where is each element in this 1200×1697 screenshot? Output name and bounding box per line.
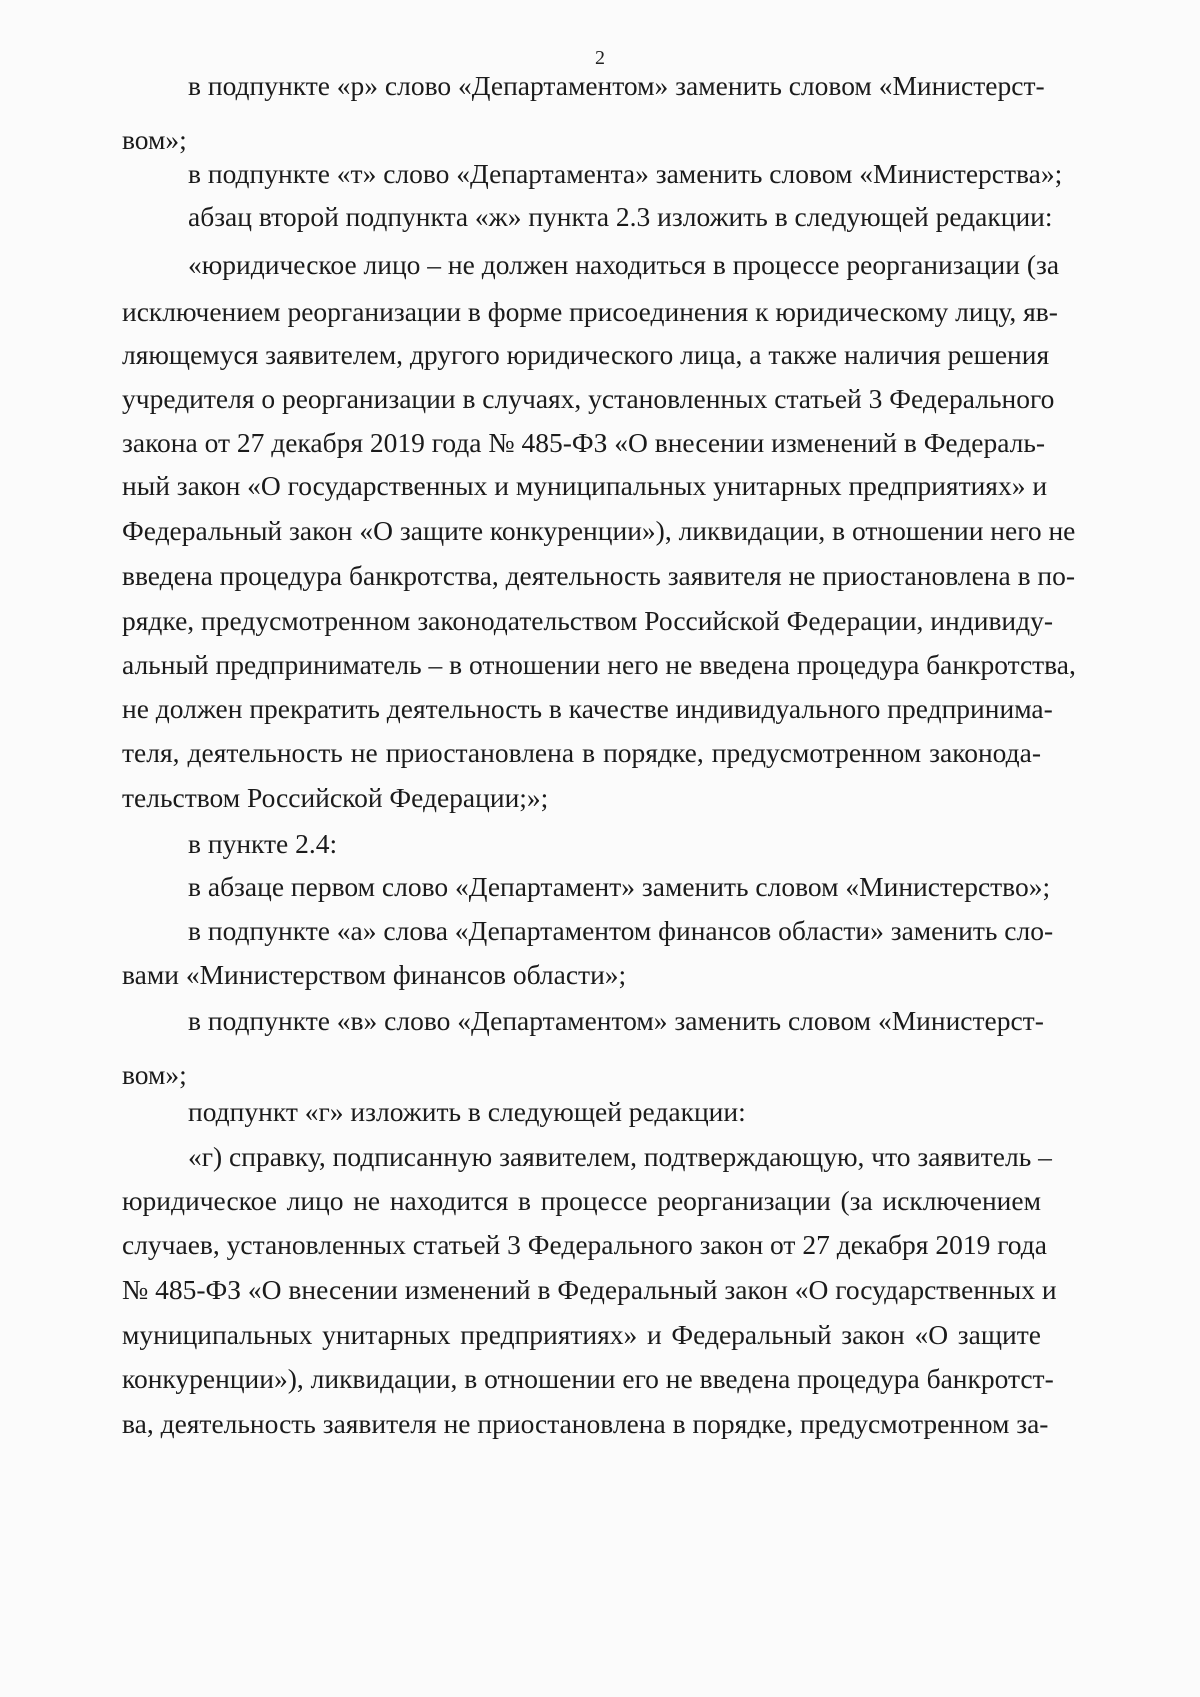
text-line: юридическое лицо не находится в процессе реорганизации (за исключением	[122, 1185, 1041, 1216]
text-line: абзац второй подпункта «ж» пункта 2.3 изложить в следующей редакции:	[188, 201, 1053, 232]
text-line: подпункт «г» изложить в следующей редакции:	[188, 1096, 746, 1127]
text-line: муниципальных унитарных предприятиях» и Федеральный закон «О защите	[122, 1319, 1041, 1350]
text-line: Федеральный закон «О защите конкуренции»), ликвидации, в отношении него не	[122, 515, 1076, 546]
text-line: в пункте 2.4:	[188, 828, 338, 859]
text-line: закона от 27 декабря 2019 года № 485-ФЗ «О внесении изменений в Федераль-	[122, 427, 1046, 458]
text-line: теля, деятельность не приостановлена в порядке, предусмотренном законода-	[122, 737, 1041, 768]
page-number: 2	[595, 47, 605, 69]
text-line: в подпункте «в» слово «Департаментом» заменить словом «Министерст-	[188, 1005, 1044, 1036]
text-line: исключением реорганизации в форме присоединения к юридическому лицу, яв-	[122, 296, 1058, 327]
text-line: в абзаце первом слово «Департамент» заменить словом «Министерство»;	[188, 871, 1051, 902]
text-line: в подпункте «р» слово «Департаментом» заменить словом «Министерст-	[188, 70, 1045, 101]
text-line: введена процедура банкротства, деятельность заявителя не приостановлена в по-	[122, 560, 1076, 591]
text-line: ляющемуся заявителем, другого юридического лица, а также наличия решения	[122, 339, 1050, 370]
text-line: вами «Министерством финансов области»;	[122, 959, 627, 990]
text-line: № 485-ФЗ «О внесении изменений в Федеральный закон «О государственных и	[122, 1274, 1057, 1305]
text-line: учредителя о реорганизации в случаях, установленных статьей 3 Федерального	[122, 383, 1055, 414]
text-line: вом»;	[122, 1059, 187, 1090]
text-line: не должен прекратить деятельность в качестве индивидуального предпринима-	[122, 693, 1053, 724]
text-line: случаев, установленных статьей 3 Федерального закон от 27 декабря 2019 года	[122, 1229, 1047, 1260]
text-line: альный предприниматель – в отношении него не введена процедура банкротства,	[122, 649, 1076, 680]
text-line: ный закон «О государственных и муниципальных унитарных предприятиях» и	[122, 470, 1048, 501]
text-line: ва, деятельность заявителя не приостановлена в порядке, предусмотренном за-	[122, 1408, 1049, 1439]
text-line: конкуренции»), ликвидации, в отношении его не введена процедура банкротст-	[122, 1363, 1054, 1394]
text-line: «г) справку, подписанную заявителем, подтверждающую, что заявитель –	[188, 1141, 1052, 1172]
text-line: вом»;	[122, 124, 187, 155]
text-line: в подпункте «а» слова «Департаментом финансов области» заменить сло-	[188, 915, 1054, 946]
text-line: рядке, предусмотренном законодательством Российской Федерации, индивиду-	[122, 605, 1054, 636]
text-line: «юридическое лицо – не должен находиться в процессе реорганизации (за	[188, 249, 1060, 280]
text-line: в подпункте «т» слово «Департамента» заменить словом «Министерства»;	[188, 158, 1063, 189]
text-line: тельством Российской Федерации;»;	[122, 782, 549, 813]
